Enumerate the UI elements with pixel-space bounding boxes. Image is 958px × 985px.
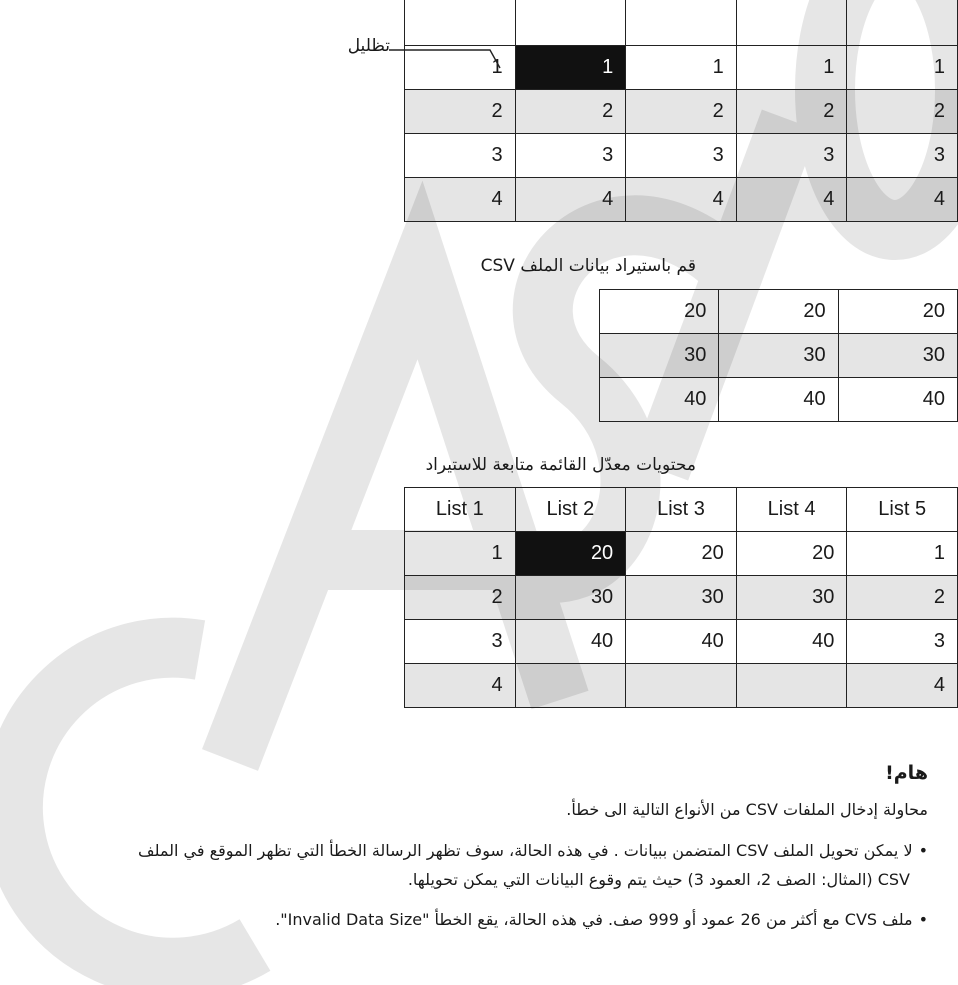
column-header: List 5 [847,488,958,532]
cell: 3 [847,133,958,177]
cell: 1 [847,532,958,576]
bullet-icon: • [918,910,928,929]
cell [405,0,516,45]
cell: 4 [405,177,516,221]
column-header: List 3 [626,488,737,532]
shading-annotation-label: تظليل [347,36,390,56]
cell: 4 [736,177,847,221]
list-editor-result-table [404,487,958,708]
cell: 2 [405,89,516,133]
cell: 20 [600,290,719,334]
bullet-1 [138,841,928,860]
cell: 2 [405,576,516,620]
bullet-icon: • [918,841,928,860]
cell [736,664,847,708]
cell: 40 [736,620,847,664]
cell: 3 [626,133,737,177]
cell [626,664,737,708]
cell: 20 [736,532,847,576]
highlighted-cell: 20 [515,532,626,576]
cell [736,0,847,45]
cell [515,664,626,708]
cell: 1 [736,45,847,89]
bullet-2 [275,910,928,929]
bullet-1-text: لا يمكن تحويل الملف CSV المتضمن ببيانات . في هذه الحالة، سوف تظهر الرسالة الخطأ التي تظهر الموقع في الملف [138,841,913,860]
cell: 3 [515,133,626,177]
cell [626,0,737,45]
column-header: List 4 [736,488,847,532]
important-heading: هام! [885,762,928,784]
shaded-list-table [404,0,958,222]
cell: 1 [626,45,737,89]
cell: 4 [515,177,626,221]
cell: 40 [626,620,737,664]
important-intro: محاولة إدخال الملفات CSV من الأنواع التالية الى خطأ. [566,800,928,819]
cell [515,0,626,45]
cell: 20 [719,290,838,334]
cell: 30 [626,576,737,620]
cell: 30 [736,576,847,620]
cell: 2 [515,89,626,133]
cell: 3 [736,133,847,177]
cell: 4 [626,177,737,221]
cell: 2 [736,89,847,133]
cell [847,0,958,45]
bullet-2-text: ملف CVS مع أكثر من 26 عمود أو 999 صف. في هذه الحالة، يقع الخطأ "Invalid Data Size". [275,910,913,929]
cell: 40 [515,620,626,664]
cell: 40 [719,378,838,422]
cell: 40 [838,378,957,422]
column-header: List 2 [515,488,626,532]
cell: 4 [405,664,516,708]
cell: 30 [719,334,838,378]
cell: 2 [847,576,958,620]
cell: 1 [405,45,516,89]
cell: 20 [626,532,737,576]
bullet-1-continuation: CSV (المثال: الصف 2، العمود 3) حيث يتم وقوع البيانات التي يمكن تحويلها. [407,870,910,889]
cell: 20 [838,290,957,334]
cell: 1 [405,532,516,576]
cell: 3 [847,620,958,664]
cell: 2 [847,89,958,133]
cell: 30 [515,576,626,620]
cell: 4 [847,664,958,708]
csv-data-table [599,289,958,422]
cell: 1 [847,45,958,89]
cell: 30 [600,334,719,378]
cell: 30 [838,334,957,378]
cell: 3 [405,133,516,177]
csv-import-caption: قم باستيراد بيانات الملف CSV [480,256,696,276]
cell: 3 [405,620,516,664]
cell: 40 [600,378,719,422]
column-header: List 1 [405,488,516,532]
cell: 4 [847,177,958,221]
highlighted-cell: 1 [515,45,626,89]
list-editor-caption: محتويات معدّل القائمة متابعة للاستيراد [425,455,696,475]
cell: 2 [626,89,737,133]
